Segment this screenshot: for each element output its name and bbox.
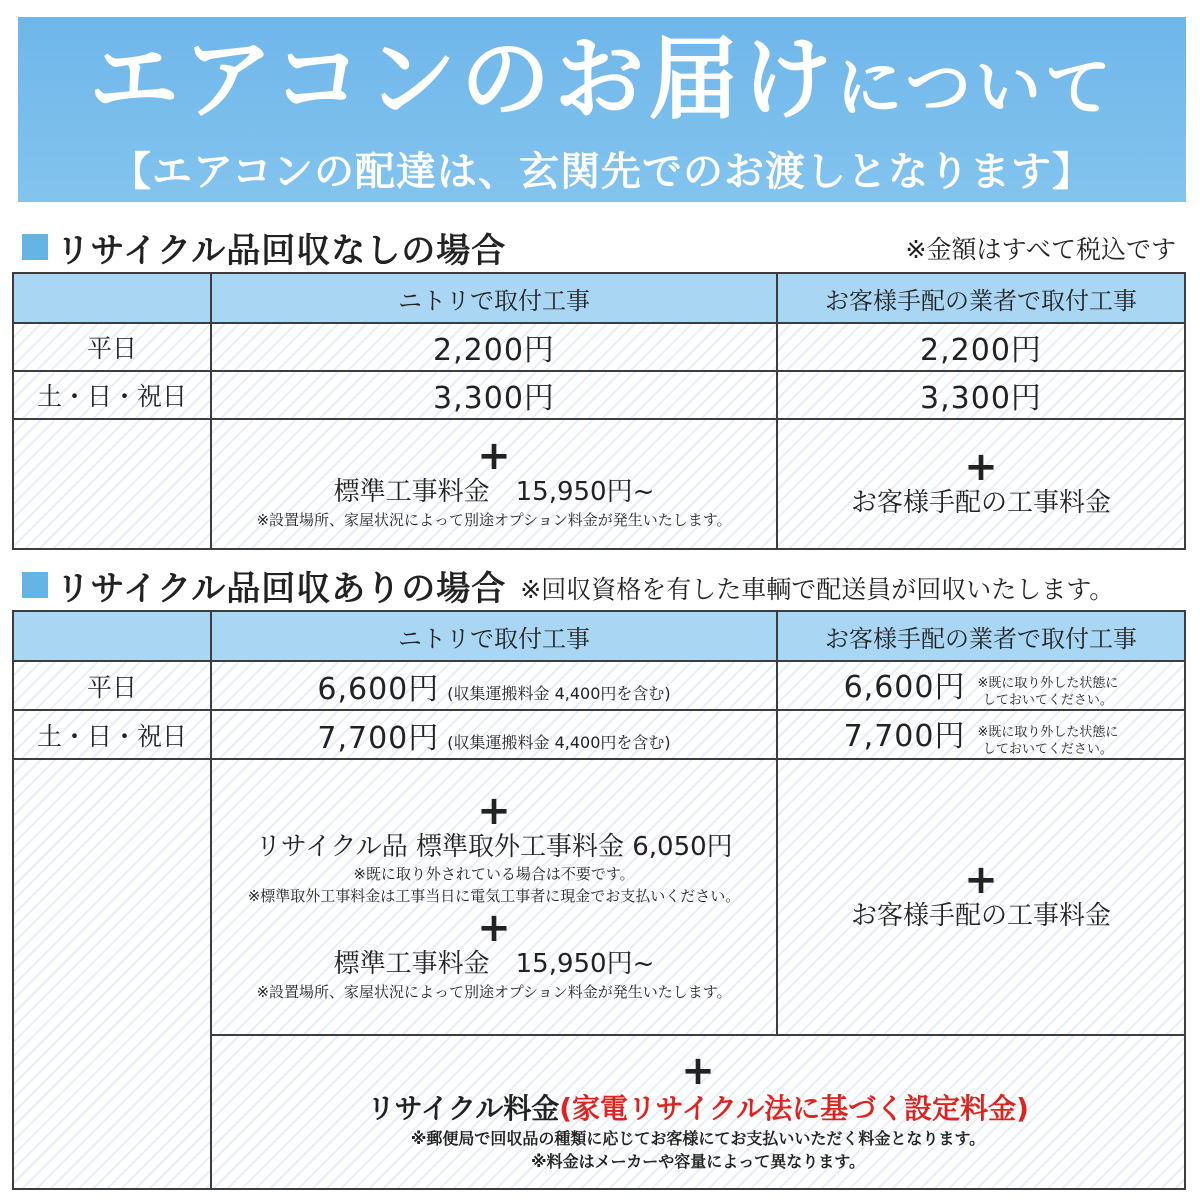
plus-icon: +: [964, 444, 998, 491]
header-customer-install: お客様手配の業者で取付工事: [777, 611, 1185, 661]
header-empty-cell: [13, 273, 211, 323]
price-value: 7,700円: [843, 719, 966, 755]
removal-note: ※既に取り外されている場合は不要です。: [353, 865, 635, 884]
price-cell: [777, 661, 1185, 710]
recycle-law-label: (家電リサイクル法に基づく設定料金): [559, 1091, 1029, 1125]
install-fee-cell: [211, 759, 777, 1035]
standard-fee: 標準工事料金 15,950円~: [333, 948, 655, 979]
square-bullet-icon: [22, 234, 48, 260]
row-label: 平日: [13, 323, 211, 371]
plus-icon: +: [477, 904, 511, 951]
price-cell: 2,200円: [211, 323, 777, 371]
price-value: 6,600円: [843, 670, 966, 706]
option-note: ※設置場所、家屋状況によって別途オプション料金が発生いたします。: [256, 511, 732, 530]
table-row: [13, 323, 1185, 371]
banner-title-main: エアコンのお届け: [88, 27, 837, 132]
price-subnote: (収集運搬料金 4,400円を含む): [447, 683, 671, 703]
customer-fee-cell: [777, 759, 1185, 1035]
empty-cell: [13, 759, 211, 1189]
table-row: [13, 419, 1185, 549]
section1-heading: [22, 224, 506, 270]
section2-heading: [22, 562, 1114, 608]
price-cell: 2,200円: [777, 323, 1185, 371]
recycle-fee-cell: [211, 1035, 1185, 1189]
plus-icon: +: [477, 433, 511, 480]
removal-fee: リサイクル品 標準取外工事料金 6,050円: [255, 831, 733, 862]
header-empty-cell: [13, 611, 211, 661]
header-customer-install: お客様手配の業者で取付工事: [777, 273, 1185, 323]
removed-note: ※既に取り外した状態に しておいてください。: [977, 725, 1119, 757]
customer-fee: お客様手配の工事料金: [850, 488, 1111, 519]
section2-title: リサイクル品回収ありの場合: [56, 568, 507, 609]
section2-note: ※回収資格を有した車輌で配送員が回収いたします。: [520, 575, 1115, 604]
square-bullet-icon: [22, 572, 48, 598]
tax-note: ※金額はすべて税込です: [905, 235, 1176, 264]
price-subnote: (収集運搬料金 4,400円を含む): [447, 732, 671, 752]
customer-fee-cell: [777, 419, 1185, 549]
removed-note: ※既に取り外した状態に しておいてください。: [977, 676, 1119, 708]
plus-icon: +: [964, 857, 998, 904]
price-value: 6,600円: [317, 671, 440, 707]
recycle-fee-label: リサイクル料金: [367, 1091, 560, 1125]
install-fee-cell: [211, 419, 777, 549]
price-value: 7,700円: [317, 720, 440, 756]
table-row: [13, 661, 1185, 710]
plus-icon: +: [477, 787, 511, 834]
price-cell: [211, 661, 777, 710]
section1-table: [12, 272, 1186, 550]
header-nitori-install: ニトリで取付工事: [211, 273, 777, 323]
recycle-note: ※料金はメーカーや容量によって異なります。: [531, 1152, 865, 1172]
row-label: 土・日・祝日: [13, 710, 211, 759]
recycle-fee: [212, 1091, 1184, 1127]
section1-title: リサイクル品回収なしの場合: [56, 230, 507, 271]
banner-title-tail: について: [836, 49, 1116, 126]
table-row: [13, 371, 1185, 419]
banner-subtitle: 【エアコンの配達は、玄関先でのお渡しとなります】: [111, 149, 1093, 195]
price-cell: [777, 710, 1185, 759]
table-row: [13, 710, 1185, 759]
option-note: ※設置場所、家屋状況によって別途オプション料金が発生いたします。: [256, 982, 732, 1001]
removal-note: ※標準取外工事料金は工事当日に電気工事者に現金でお支払いください。: [247, 887, 741, 906]
row-label: 土・日・祝日: [13, 371, 211, 419]
customer-fee: お客様手配の工事料金: [850, 901, 1111, 932]
section2-table: [12, 610, 1186, 1190]
recycle-note: ※郵便局で回収品の種類に応じてお客様にてお支払いいただく料金となります。: [410, 1129, 986, 1148]
empty-cell: [13, 419, 211, 549]
price-cell: 3,300円: [211, 371, 777, 419]
row-label: 平日: [13, 661, 211, 710]
standard-fee: 標準工事料金 15,950円~: [333, 477, 655, 508]
price-cell: [211, 710, 777, 759]
plus-icon: +: [681, 1047, 715, 1094]
banner-title: [18, 27, 1186, 132]
header-nitori-install: ニトリで取付工事: [211, 611, 777, 661]
header-banner: [18, 17, 1186, 202]
table-row: [13, 759, 1185, 1035]
price-cell: 3,300円: [777, 371, 1185, 419]
